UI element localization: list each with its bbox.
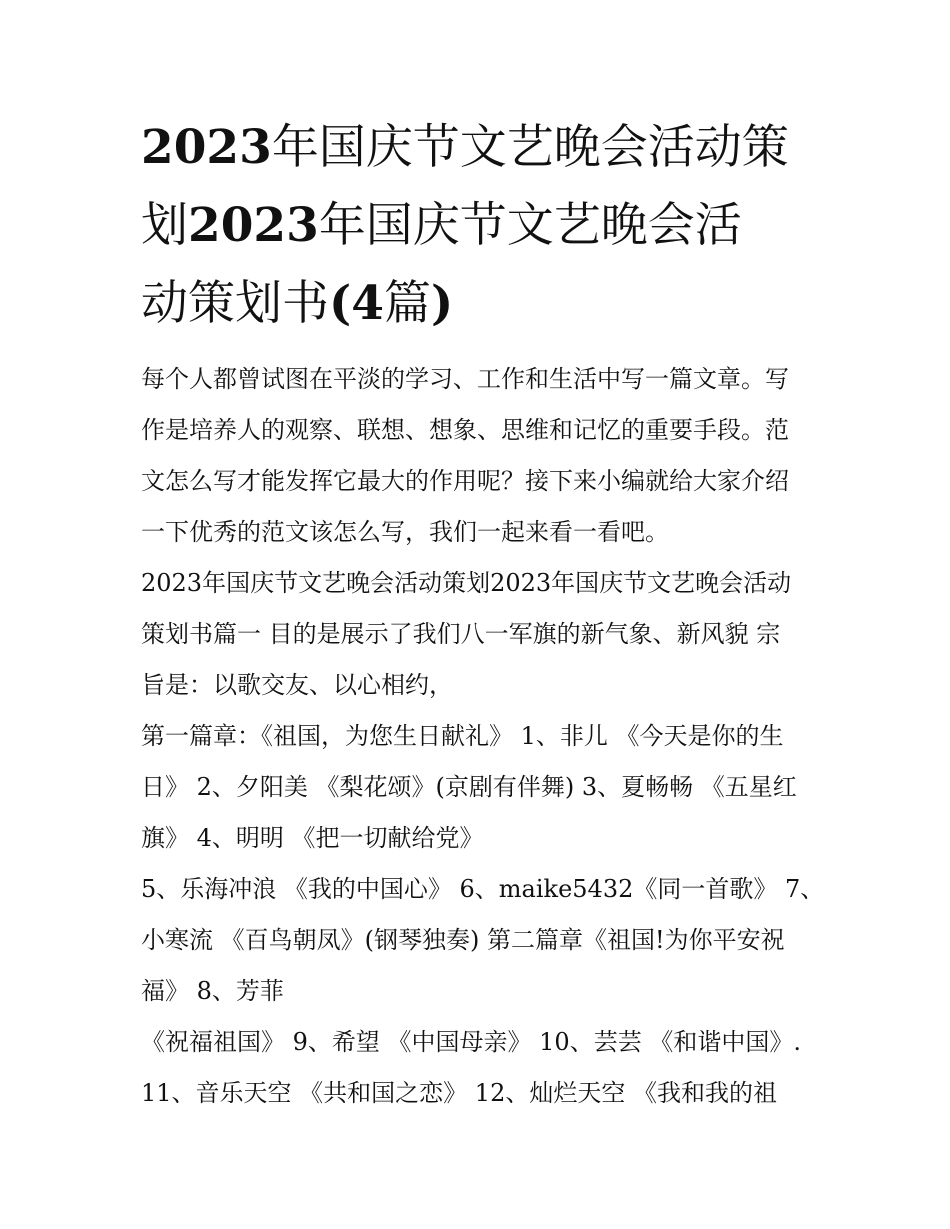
intro-paragraph-line-2: 作是培养人的观察、联想、想象、思维和记忆的重要手段。范 xyxy=(141,416,789,444)
program-line-8: 第一篇章：《祖国，为您生日献礼》 1、非儿 《今天是你的生 xyxy=(141,722,784,750)
program-line-10: 旗》 4、明明 《把一切献给党》 xyxy=(141,824,484,852)
document-title-line-3: 动策划书(4篇) xyxy=(141,276,454,331)
intro-paragraph-line-1: 每个人都曾试图在平淡的学习、工作和生活中写一篇文章。写 xyxy=(141,365,789,393)
document-title-line-2: 划2023年国庆节文艺晚会活 xyxy=(141,198,742,253)
intro-paragraph-line-4: 一下优秀的范文该怎么写，我们一起来看一看吧。 xyxy=(141,518,669,546)
program-line-12: 小寒流 《百鸟朝凤》(钢琴独奏) 第二篇章《祖国!为你平安祝 xyxy=(141,926,785,954)
program-line-14: 《祝福祖国》 9、希望 《中国母亲》 10、芸芸 《和谐中国》. xyxy=(141,1028,801,1056)
body-paragraph-line-6: 策划书篇一 目的是展示了我们八一军旗的新气象、新风貌 宗 xyxy=(141,620,781,648)
document-title-line-1: 2023年国庆节文艺晚会活动策 xyxy=(141,120,789,175)
program-line-15: 11、音乐天空 《共和国之恋》 12、灿烂天空 《我和我的祖 xyxy=(141,1079,777,1107)
body-paragraph-line-7: 旨是：以歌交友、以心相约， xyxy=(141,671,453,699)
program-line-11: 5、乐海冲浪 《我的中国心》 6、maike5432《同一首歌》 7、 xyxy=(141,875,825,903)
program-line-9: 日》 2、夕阳美 《梨花颂》(京剧有伴舞) 3、夏畅畅 《五星红 xyxy=(141,773,797,801)
body-paragraph-line-5: 2023年国庆节文艺晚会活动策划2023年国庆节文艺晚会活动 xyxy=(141,569,792,597)
intro-paragraph-line-3: 文怎么写才能发挥它最大的作用呢？接下来小编就给大家介绍 xyxy=(141,467,789,495)
program-line-13: 福》 8、芳菲 xyxy=(141,977,284,1005)
